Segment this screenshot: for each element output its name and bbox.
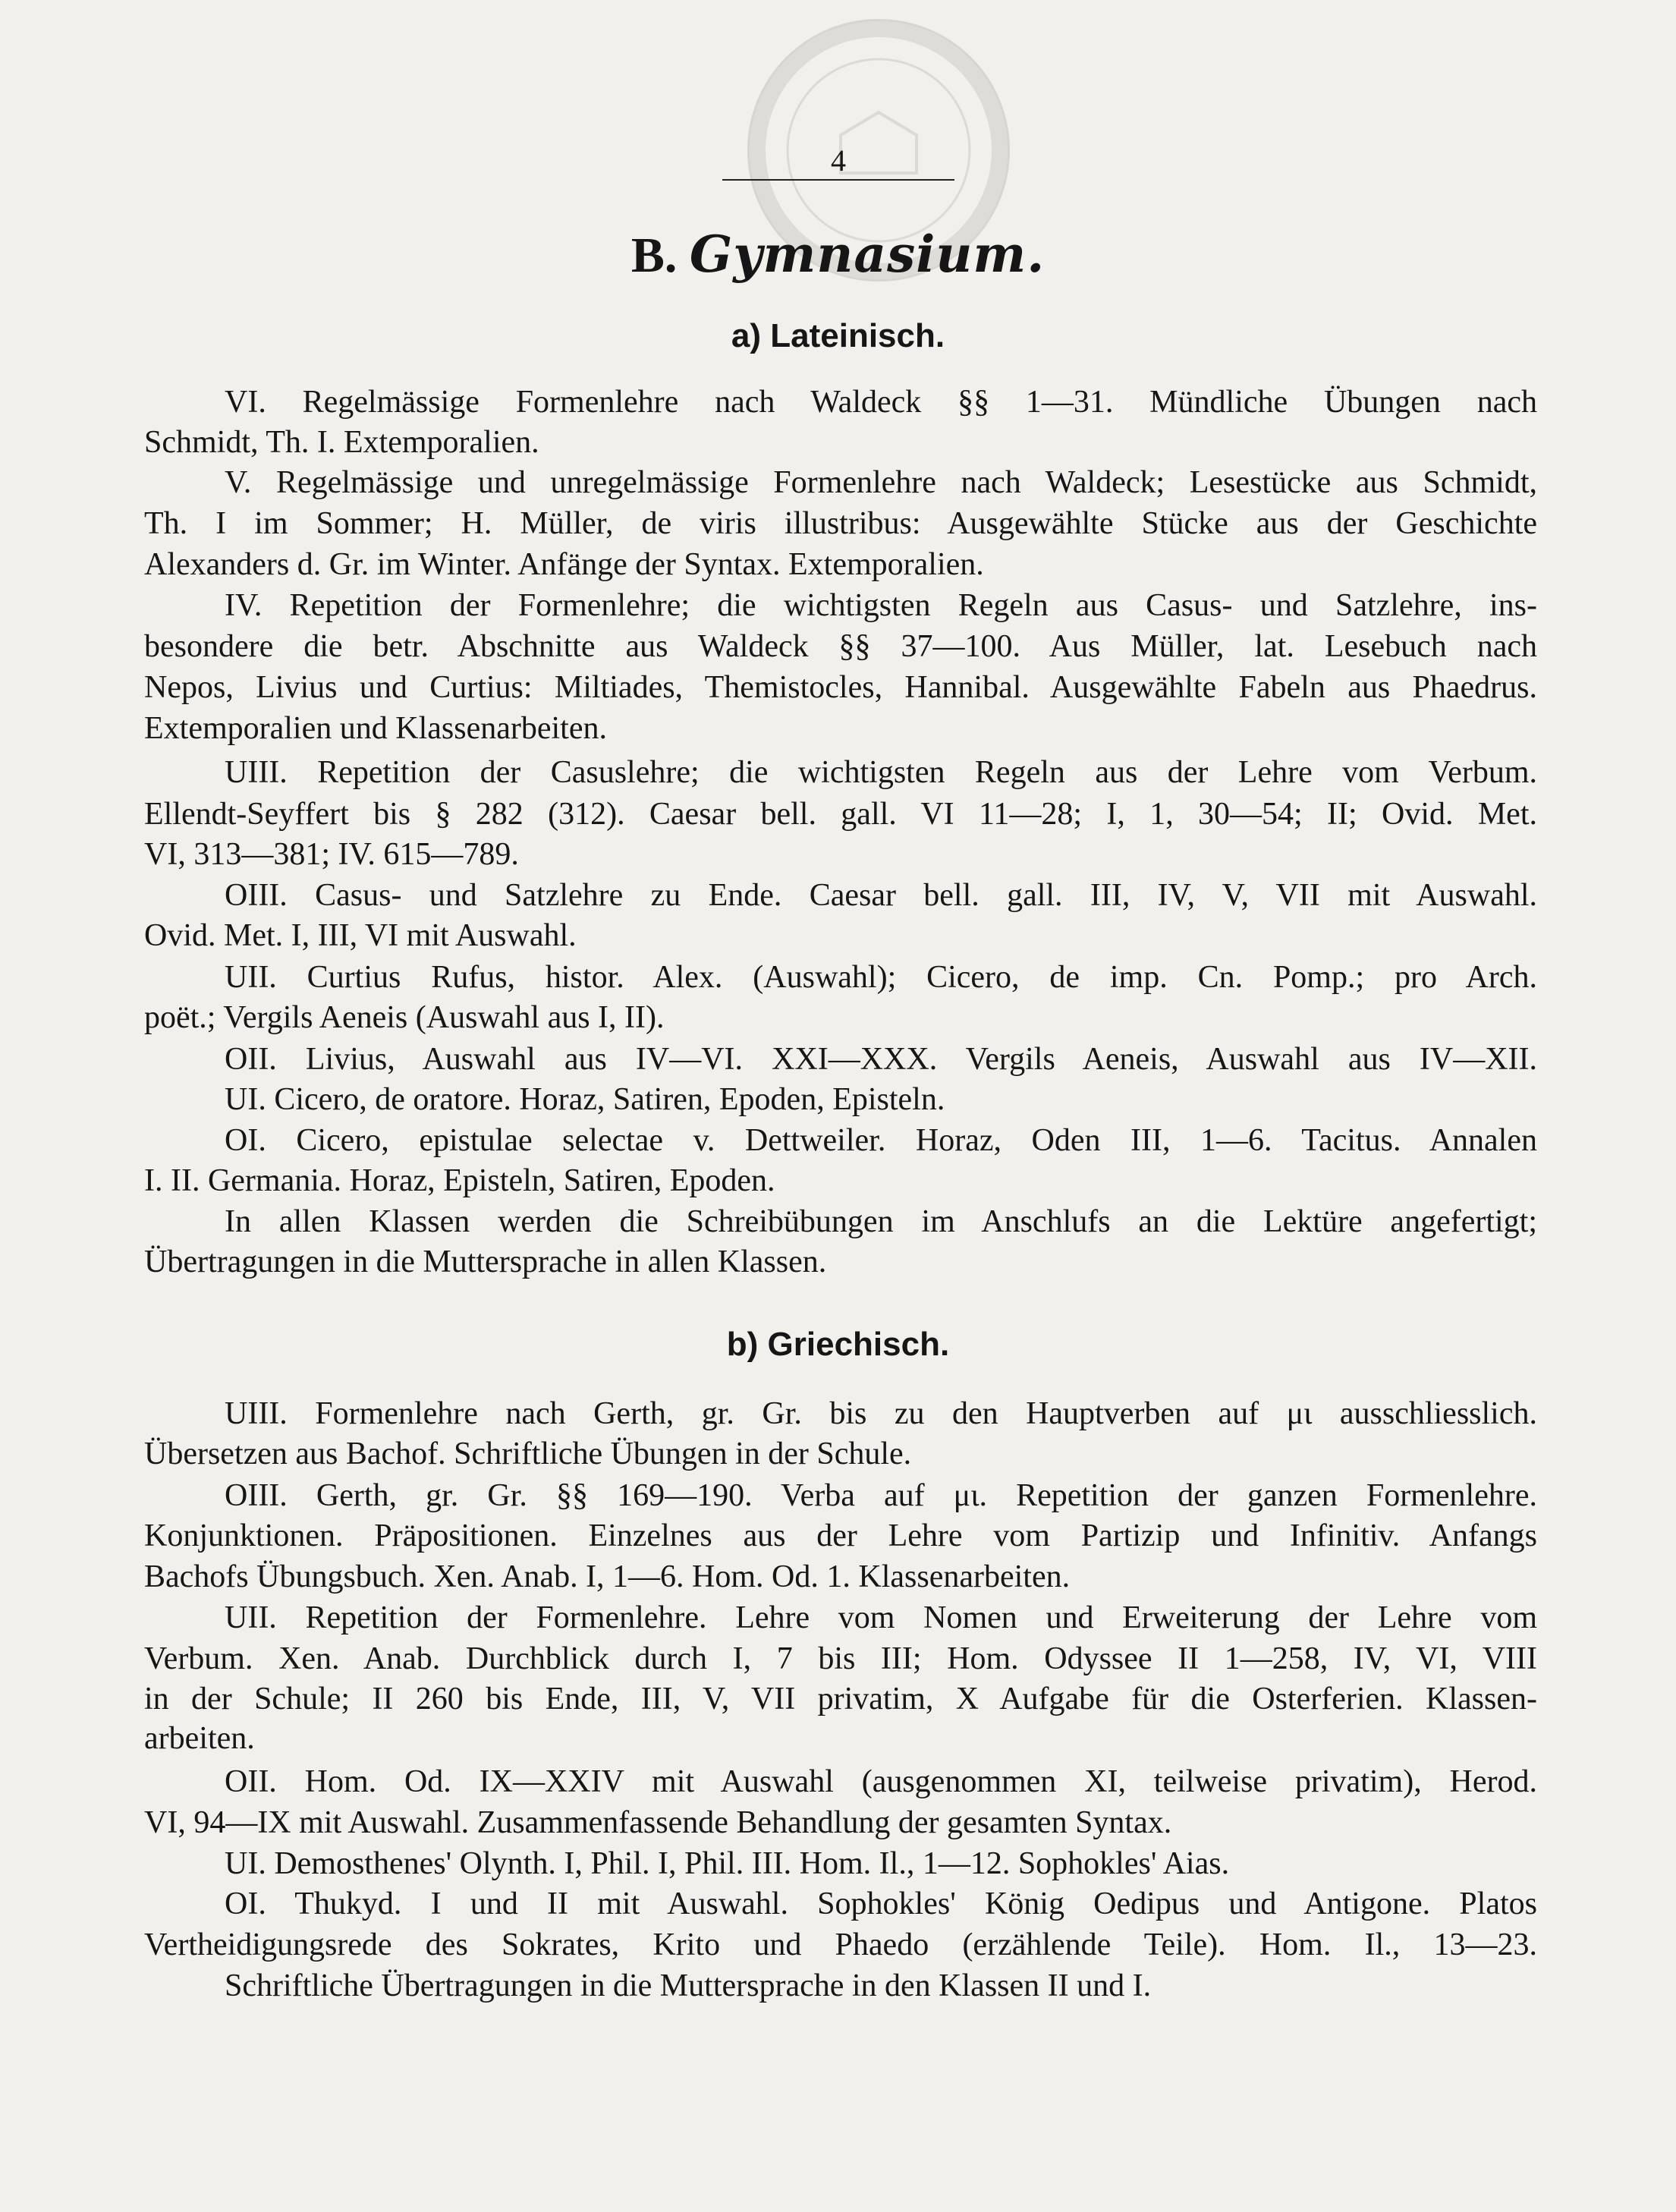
latin-line: poët.; Vergils Aeneis (Auswahl aus I, II). [144,1000,665,1035]
latin-line: Alexanders d. Gr. im Winter. Anfänge der Syntax. Extemporalien. [144,547,984,582]
greek-line: OIII. Gerth, gr. Gr. §§ 169—190. Verba auf μι. Repetition der ganzen Formenlehre. [225,1478,1537,1513]
latin-line: UI. Cicero, de oratore. Horaz, Satiren, Epoden, Episteln. [225,1082,945,1117]
greek-line: arbeiten. [144,1721,255,1756]
greek-line: Verbum. Xen. Anab. Durchblick durch I, 7 bis III; Hom. Odyssee II 1—258, IV, VI, VIII [144,1641,1537,1676]
greek-line: Vertheidigungsrede des Sokrates, Krito und Phaedo (erzählende Teile). Hom. Il., 13—23. [144,1927,1537,1962]
greek-heading: b) Griechisch. [726,1326,950,1363]
section-title-text: Gymnasium. [689,225,1046,284]
latin-line: VI, 313—381; IV. 615—789. [144,837,519,872]
greek-line: UII. Repetition der Formenlehre. Lehre vom Nomen und Erweiterung der Lehre vom [225,1600,1537,1635]
greek-line: Konjunktionen. Präpositionen. Einzelnes aus der Lehre vom Partizip und Infinitiv. Anfangs [144,1518,1537,1553]
latin-line: OII. Livius, Auswahl aus IV—VI. XXI—XXX. Vergils Aeneis, Auswahl aus IV—XII. [225,1042,1537,1077]
latin-line: Extemporalien und Klassenarbeiten. [144,711,607,746]
latin-line: UII. Curtius Rufus, histor. Alex. (Auswahl); Cicero, de imp. Cn. Pomp.; pro Arch. [225,960,1537,995]
latin-line: I. II. Germania. Horaz, Episteln, Satiren, Epoden. [144,1163,775,1198]
latin-line: UIII. Repetition der Casuslehre; die wichtigsten Regeln aus der Lehre vom Verbum. [225,755,1537,790]
greek-line: OII. Hom. Od. IX—XXIV mit Auswahl (ausgenommen XI, teilweise privatim), Herod. [225,1764,1537,1799]
header-rule [722,179,954,181]
page-number: 4 [831,143,846,178]
latin-line: Schmidt, Th. I. Extemporalien. [144,425,539,460]
latin-line: besondere die betr. Abschnitte aus Waldeck §§ 37—100. Aus Müller, lat. Lesebuch nach [144,629,1537,664]
latin-line: Übertragungen in die Muttersprache in allen Klassen. [144,1244,827,1279]
latin-line: OIII. Casus- und Satzlehre zu Ende. Caesar bell. gall. III, IV, V, VII mit Auswahl. [225,878,1537,913]
latin-line: Ellendt-Seyffert bis § 282 (312). Caesar bell. gall. VI 11—28; I, 1, 30—54; II; Ovid. Met. [144,797,1537,832]
greek-line: Übersetzen aus Bachof. Schriftliche Übungen in der Schule. [144,1436,912,1471]
greek-line: VI, 94—IX mit Auswahl. Zusammenfassende Behandlung der gesamten Syntax. [144,1805,1172,1840]
greek-line: Schriftliche Übertragungen in die Muttersprache in den Klassen II und I. [225,1968,1152,2003]
latin-line: IV. Repetition der Formenlehre; die wichtigsten Regeln aus Casus- und Satzlehre, ins- [225,588,1537,623]
latin-line: V. Regelmässige und unregelmässige Formenlehre nach Waldeck; Lesestücke aus Schmidt, [225,465,1537,500]
greek-line: UIII. Formenlehre nach Gerth, gr. Gr. bis zu den Hauptverben auf μι ausschliesslich. [225,1396,1537,1431]
greek-line: UI. Demosthenes' Olynth. I, Phil. I, Phil. III. Hom. Il., 1—12. Sophokles' Aias. [225,1846,1230,1881]
greek-line: in der Schule; II 260 bis Ende, III, V, VII privatim, X Aufgabe für die Osterferien. Klassen- [144,1682,1537,1716]
latin-heading: a) Lateinisch. [731,317,945,354]
latin-line: OI. Cicero, epistulae selectae v. Dettweiler. Horaz, Oden III, 1—6. Tacitus. Annalen [225,1123,1537,1158]
latin-line: Ovid. Met. I, III, VI mit Auswahl. [144,918,577,953]
greek-line: Bachofs Übungsbuch. Xen. Anab. I, 1—6. Hom. Od. 1. Klassenarbeiten. [144,1559,1071,1594]
latin-line: Th. I im Sommer; H. Müller, de viris illustribus: Ausgewählte Stücke aus der Geschichte [144,506,1537,541]
greek-line: OI. Thukyd. I und II mit Auswahl. Sophokles' König Oedipus und Antigone. Platos [225,1886,1537,1921]
section-title [0,225,1676,285]
section-title-prefix: B. [630,228,678,283]
latin-line: VI. Regelmässige Formenlehre nach Waldeck §§ 1—31. Mündliche Übungen nach [225,385,1537,420]
latin-line: In allen Klassen werden die Schreibübungen im Anschlufs an die Lektüre angefertigt; [225,1204,1537,1239]
latin-line: Nepos, Livius und Curtius: Miltiades, Themistocles, Hannibal. Ausgewählte Fabeln aus Phaedrus. [144,670,1537,705]
